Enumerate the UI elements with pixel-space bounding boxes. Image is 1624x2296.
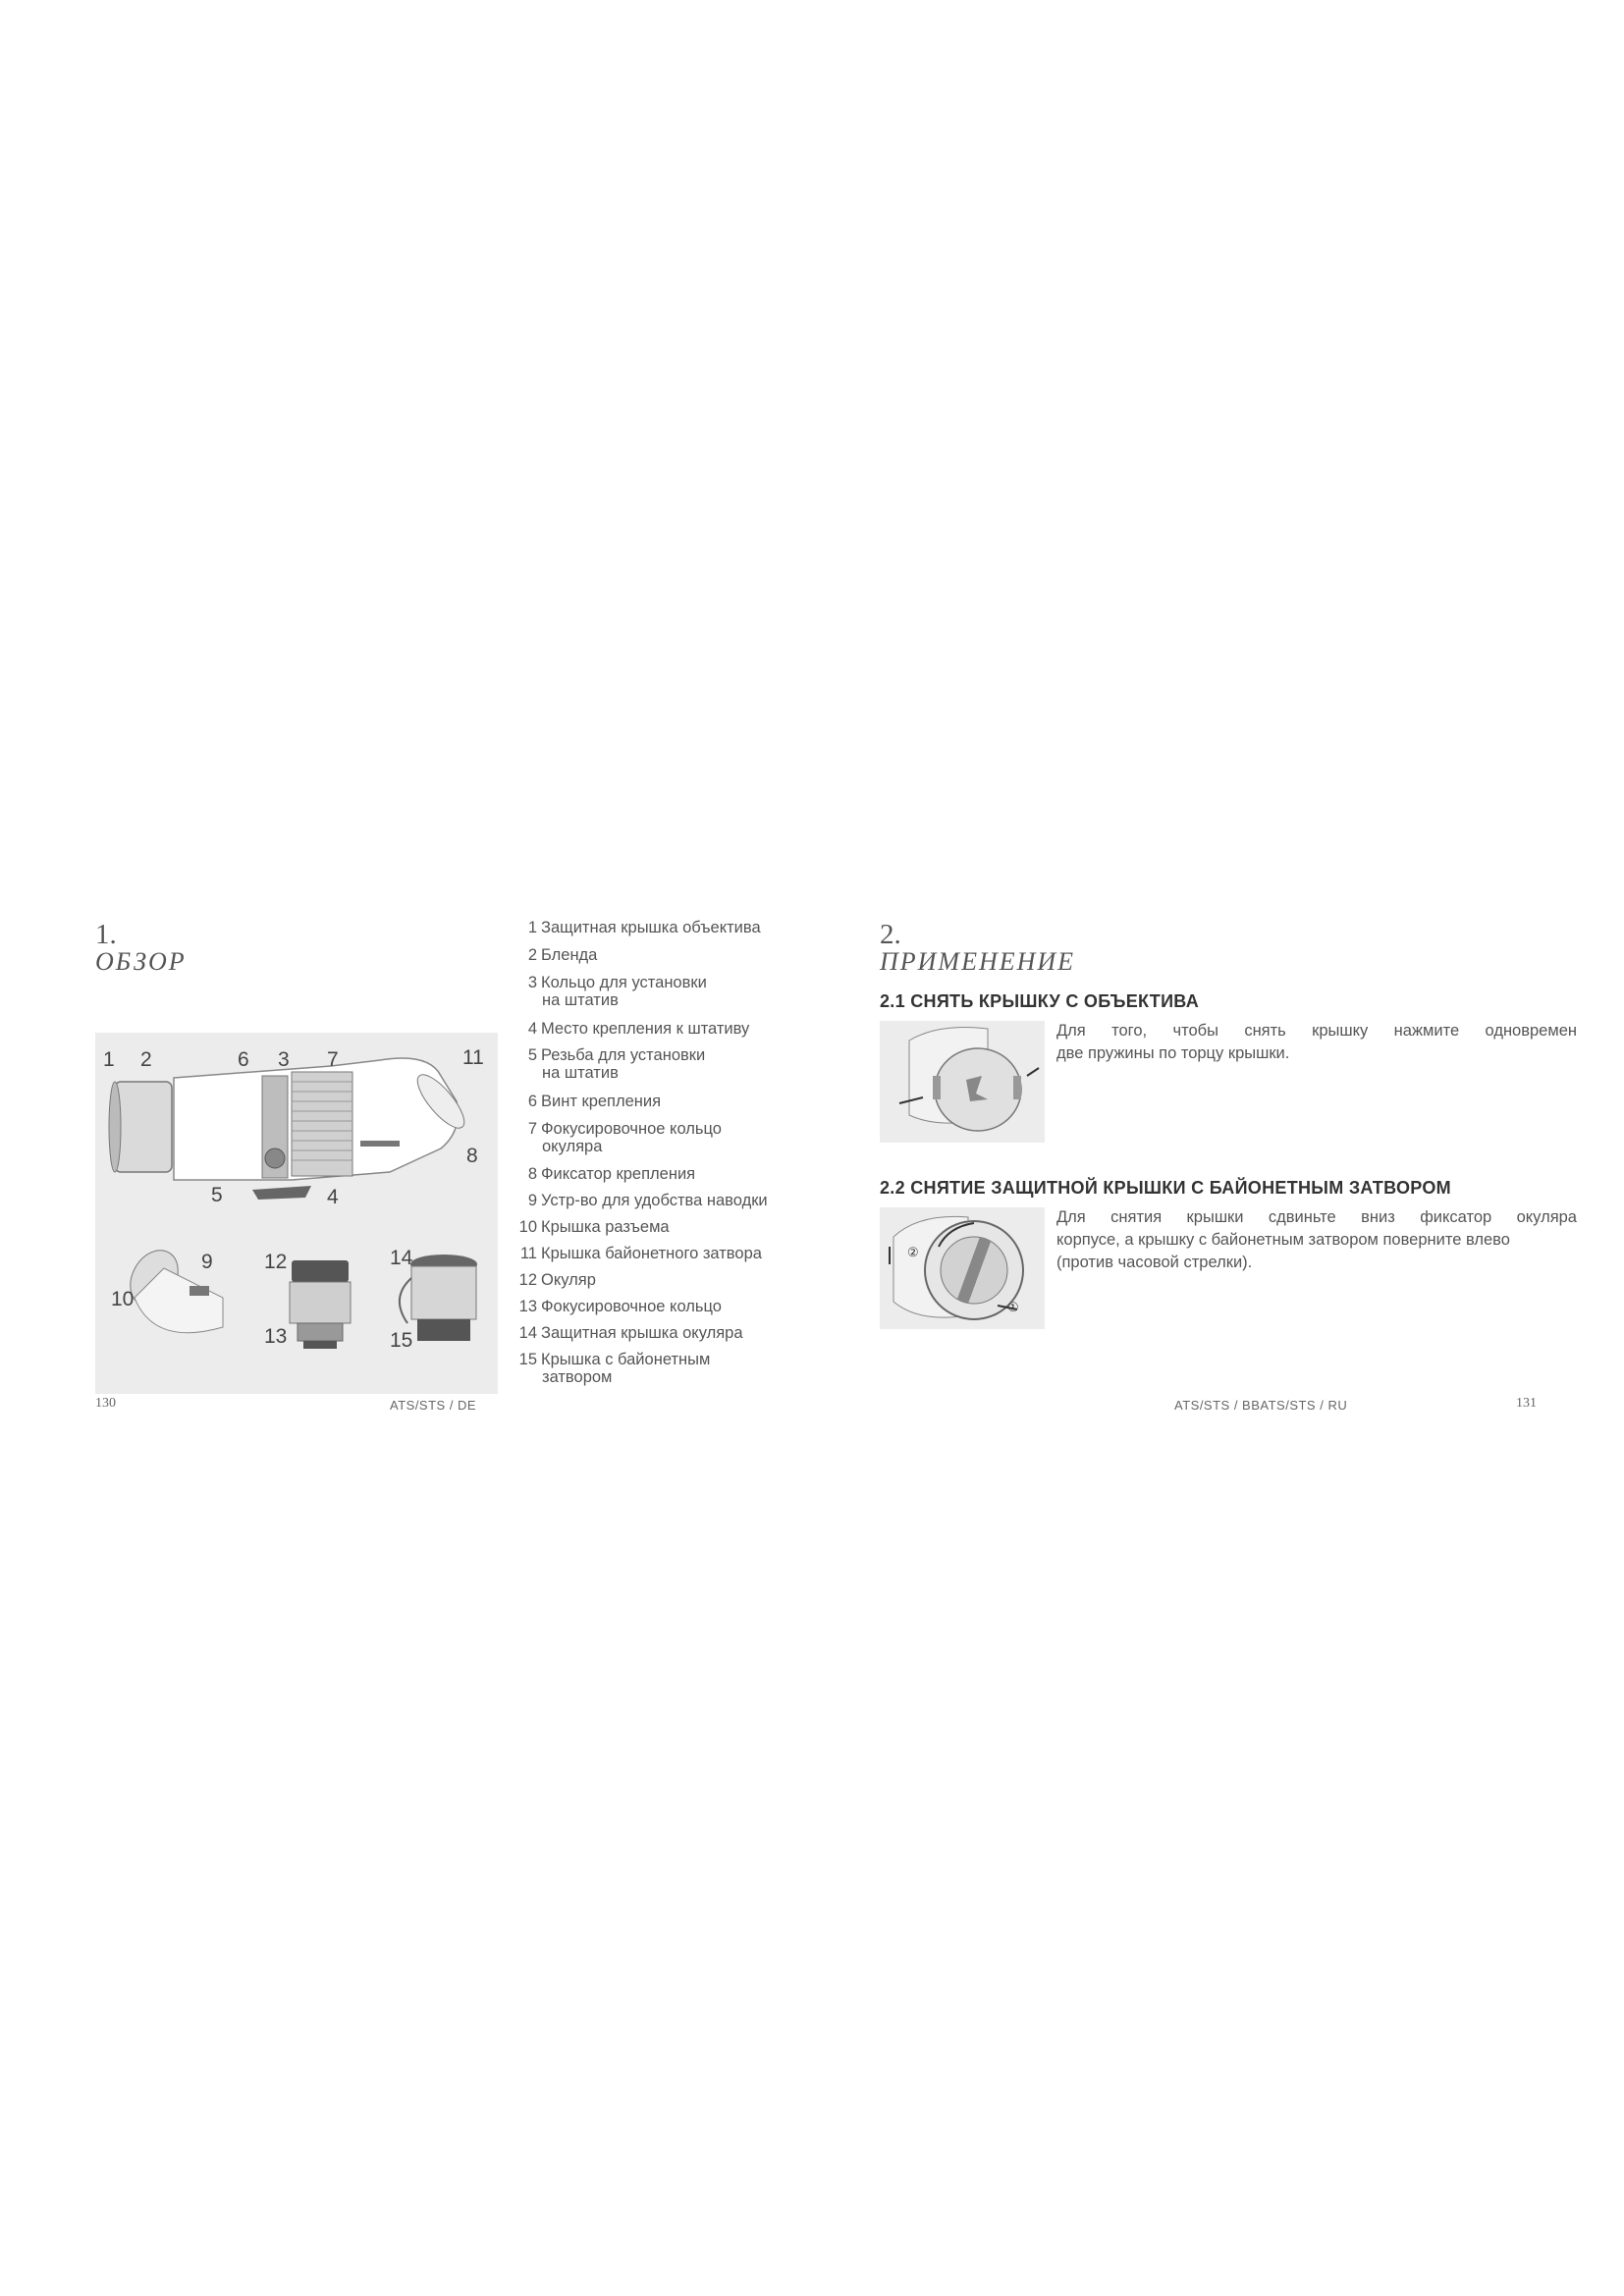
parts-list-item: 8 Фиксатор крепления <box>527 1165 696 1183</box>
section-title-usage: ПРИМЕНЕНИЕ <box>880 947 1076 976</box>
parts-list-item: 10 Крышка разъема <box>518 1218 670 1236</box>
paragraph-2-1: Для того, чтобы снять крышку нажмите одновремен две пружины по торцу крышки. <box>1056 1022 1577 1062</box>
callout-6: 6 <box>238 1048 249 1071</box>
parts-list <box>515 919 830 1400</box>
spotting-scope-illustration <box>95 1033 498 1394</box>
callout-2: 2 <box>140 1048 152 1071</box>
bayonet-cap-figure <box>880 1207 1045 1329</box>
callout-9: 9 <box>201 1251 213 1273</box>
page-number-right: 131 <box>1516 1396 1537 1411</box>
callout-5: 5 <box>211 1184 223 1206</box>
callout-3: 3 <box>278 1048 290 1071</box>
section-number-2: 2. <box>880 919 901 950</box>
callout-14: 14 <box>390 1247 413 1269</box>
scope-overview-figure <box>95 1033 498 1394</box>
callout-13: 13 <box>264 1325 288 1348</box>
parts-list-item: 1 Защитная крышка объектива <box>527 919 761 936</box>
parts-list-item: 7 Фокусировочное кольцо окуляра <box>527 1120 722 1155</box>
parts-list-item: 4 Место крепления к штативу <box>527 1020 750 1038</box>
parts-list-item: 13 Фокусировочное кольцо <box>518 1298 722 1315</box>
section-title-overview: ОБЗОР <box>95 947 187 976</box>
paragraph-2-2: Для снятия крышки сдвиньте вниз фиксатор окуляра корпусе, а крышку с байонетным затвором поверните влево (против часовой стрелки). <box>1056 1208 1577 1271</box>
callout-11: 11 <box>462 1046 484 1069</box>
callout-12: 12 <box>264 1251 288 1273</box>
parts-list-item: 12 Окуляр <box>518 1271 596 1289</box>
parts-list-item: 14 Защитная крышка окуляра <box>518 1324 743 1342</box>
subsection-heading-2-2: 2.2 СНЯТИЕ ЗАЩИТНОЙ КРЫШКИ С БАЙОНЕТНЫМ ЗАТВОРОМ <box>880 1178 1451 1198</box>
bayonet-cap-illustration <box>880 1207 1045 1329</box>
parts-list-item: 5 Резьба для установки на штатив <box>527 1046 706 1082</box>
parts-list-item: 15 Крышка с байонетным затвором <box>518 1351 711 1386</box>
callout-1: 1 <box>103 1048 115 1071</box>
footer-right: ATS/STS / BBATS/STS / RU <box>1174 1398 1348 1413</box>
page-number-left: 130 <box>95 1396 116 1411</box>
section-number-1: 1. <box>95 919 117 950</box>
callout-15: 15 <box>390 1329 413 1352</box>
lens-cap-figure <box>880 1021 1045 1143</box>
figure-marker-1: ① <box>1007 1300 1019 1314</box>
callout-8: 8 <box>466 1145 478 1167</box>
callout-4: 4 <box>327 1186 339 1208</box>
parts-list-item: 2 Бленда <box>527 946 598 964</box>
figure-marker-2: ② <box>907 1245 919 1259</box>
callout-7: 7 <box>327 1048 339 1071</box>
parts-list-item: 6 Винт крепления <box>527 1093 662 1110</box>
callout-10: 10 <box>111 1288 135 1310</box>
parts-list-item: 9 Устр-во для удобства наводки <box>527 1192 768 1209</box>
lens-cap-illustration <box>880 1021 1045 1143</box>
subsection-heading-2-1: 2.1 СНЯТЬ КРЫШКУ С ОБЪЕКТИВА <box>880 991 1200 1011</box>
parts-list-item: 3 Кольцо для установки на штатив <box>527 974 707 1009</box>
parts-list-item: 11 Крышка байонетного затвора <box>519 1245 762 1262</box>
footer-left: ATS/STS / DE <box>390 1398 477 1413</box>
